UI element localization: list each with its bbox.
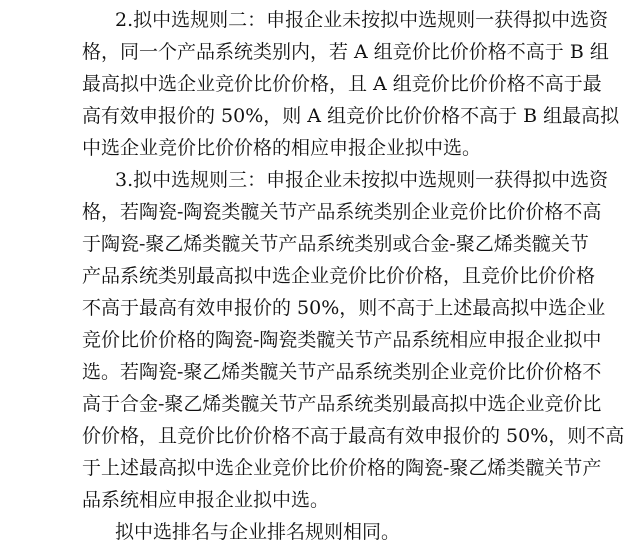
text-line: 不高于最高有效申报价的 50%，则不高于上述最高拟中选企业 [82,297,606,319]
text-line: 产品系统类别最高拟中选企业竞价比价价格，且竞价比价价格 [82,265,596,287]
text-line: 价价格，且竞价比价价格不高于最高有效申报价的 50%，则不高 [82,425,625,447]
text-line: 格，若陶瓷-陶瓷类髋关节产品系统类别企业竞价比价价格不高 [82,201,602,223]
text-line: 竞价比价价格的陶瓷-陶瓷类髋关节产品系统相应申报企业拟中 [82,329,602,351]
text-line: 于上述最高拟中选企业竞价比价价格的陶瓷-聚乙烯类髋关节产 [82,457,602,479]
text-line: 最高拟中选企业竞价比价价格，且 A 组竞价比价价格不高于最 [82,73,602,95]
text-line: 高于合金-聚乙烯类髋关节产品系统类别最高拟中选企业竞价比 [82,393,602,415]
rule-two-heading-line: 2.拟中选规则二：申报企业未按拟中选规则一获得拟中选资 [115,9,609,31]
text-line: 选。若陶瓷-聚乙烯类髋关节产品系统类别企业竞价比价价格不 [82,361,602,383]
text-line: 中选企业竞价比价价格的相应申报企业拟中选。 [82,137,482,159]
text-line: 格，同一个产品系统类别内，若 A 组竞价比价价格不高于 B 组 [82,41,609,63]
ranking-rule-line: 拟中选排名与企业排名规则相同。 [115,521,401,543]
text-line: 品系统相应申报企业拟中选。 [82,489,330,511]
rule-three-heading-line: 3.拟中选规则三：申报企业未按拟中选规则一获得拟中选资 [115,169,609,191]
text-line: 于陶瓷-聚乙烯类髋关节产品系统类别或合金-聚乙烯类髋关节 [82,233,589,255]
text-line: 高有效申报价的 50%，则 A 组竞价比价价格不高于 B 组最高拟 [82,105,620,127]
